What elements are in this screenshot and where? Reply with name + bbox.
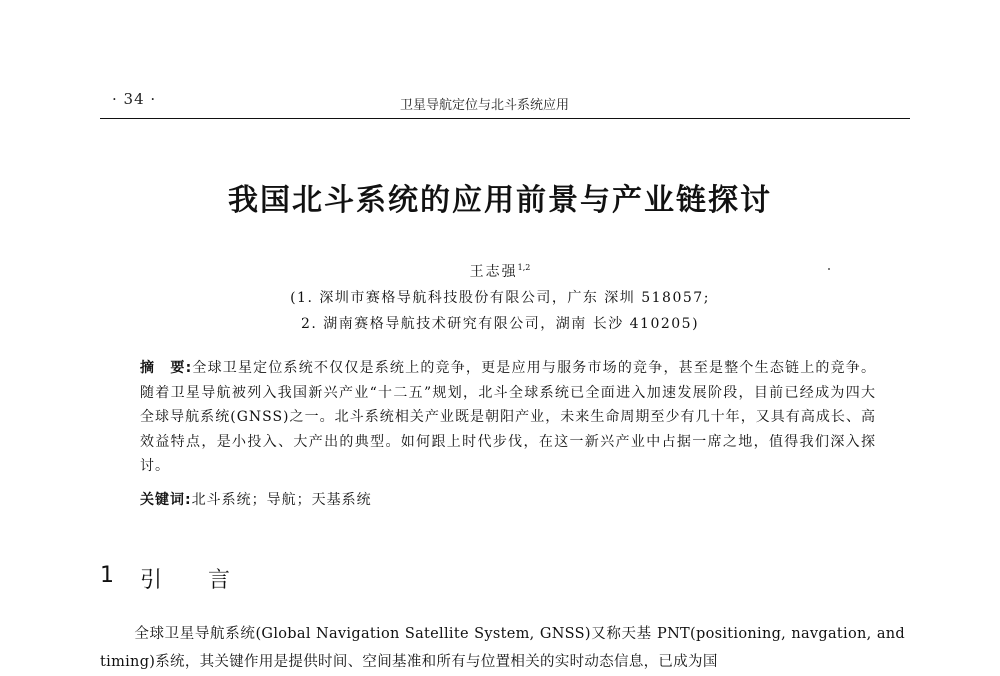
section-number: 1: [100, 563, 114, 588]
running-header-title: 卫星导航定位与北斗系统应用: [400, 98, 570, 113]
keywords-text: 北斗系统；导航；天基系统: [191, 492, 372, 508]
abstract-text: 全球卫星定位系统不仅仅是系统上的竞争，更是应用与服务市场的竞争，甚至是整个生态链上的竞争。随着卫星导航被列入我国新兴产业“十二五”规划，北斗全球系统已全面进入加速发展阶段，目前已经成为四大全球导航系统(GNSS)之一。北斗系统相关产业既是朝阳产业，未来生命周期至少有几十年，又具有高成长、高效益特点，是小投入、大产出的典型。如何跟上时代步伐，在这一新兴产业中占据一席之地，值得我们深入探讨。: [140, 360, 876, 474]
keywords: [140, 489, 876, 509]
affiliation-2: 2. 湖南赛格导航技术研究有限公司，湖南 长沙 410205): [300, 316, 700, 332]
affiliation-1: (1. 深圳市赛格导航科技股份有限公司，广东 深圳 518057;: [290, 290, 710, 306]
abstract-label: 摘 要:: [140, 360, 193, 376]
section-title: 引 言: [140, 568, 243, 593]
author-affiliation-marker: 1,2: [517, 263, 531, 272]
body-paragraph: [100, 620, 905, 676]
author-name: 王志强: [469, 264, 518, 280]
body-paragraph-text: 全球卫星导航系统(Global Navigation Satellite System, GNSS)又称天基 PNT(positioning, navgation, and timing)系统，其关键作用是提供时间、空间基准和所有与位置相关的实时动态信息，已成为国: [100, 626, 905, 670]
scan-speck: [828, 268, 830, 270]
author-line: [0, 261, 1000, 281]
page-number: · 34 ·: [112, 90, 157, 108]
paper-title: 我国北斗系统的应用前景与产业链探讨: [228, 183, 772, 218]
abstract: [140, 356, 876, 479]
header-rule: [100, 118, 910, 119]
keywords-label: 关键词:: [140, 492, 192, 508]
